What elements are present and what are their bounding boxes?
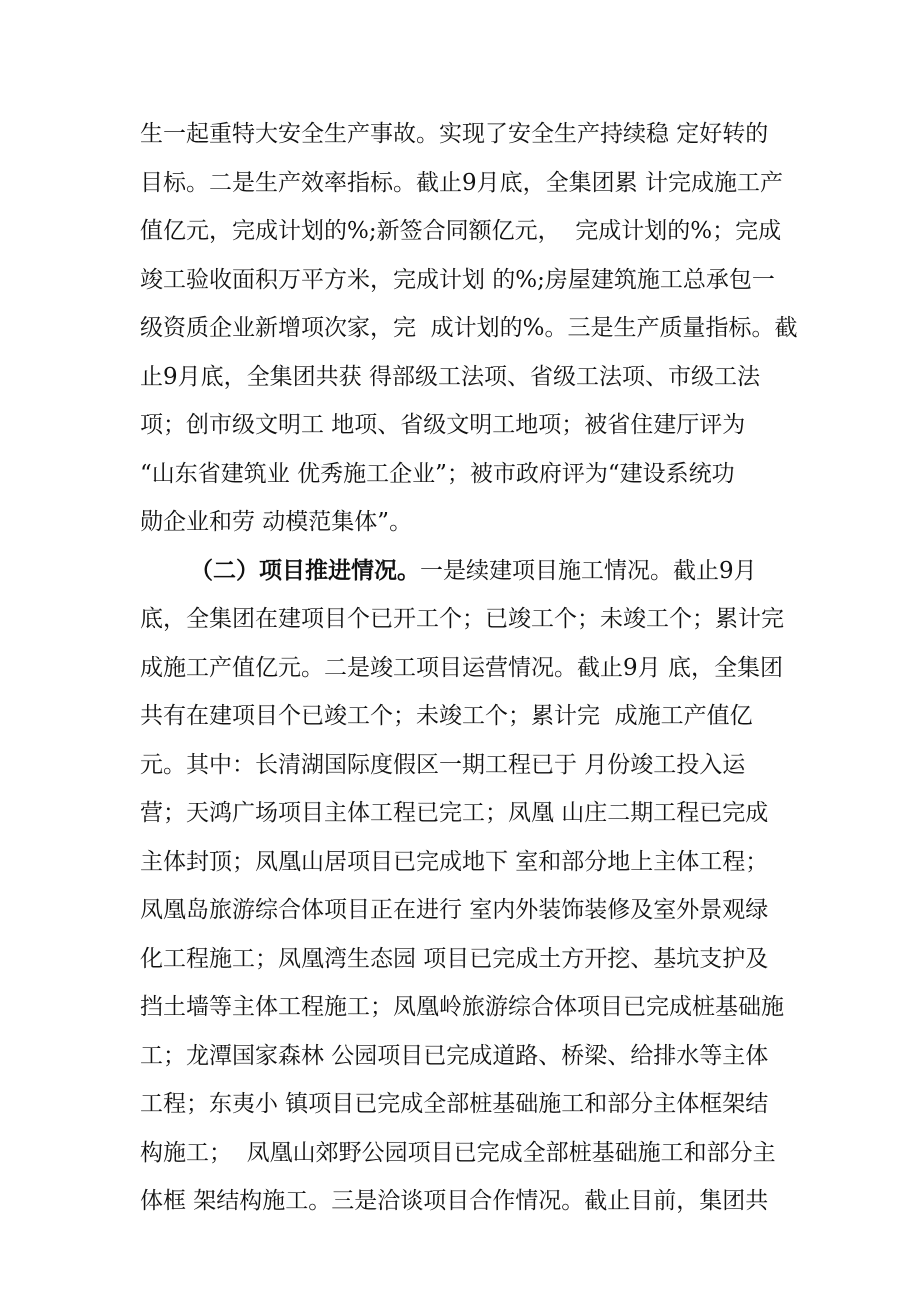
section-heading: （二）项目推进情况。 bbox=[190, 557, 420, 584]
paragraph-line: 凤凰岛旅游综合体项目正在进行 室内外装饰装修及室外景观绿 bbox=[140, 897, 769, 923]
paragraph-line: 营；天鸿广场项目主体工程已完工；凤凰 山庄二期工程已完成 bbox=[140, 800, 769, 826]
paragraph-line: 共有在建项目个已竣工个；未竣工个；累计完 成施工产值亿 bbox=[140, 703, 753, 729]
paragraph-line: 工；龙潭国家森林 公园项目已完成道路、桥梁、给排水等主体 bbox=[140, 1043, 769, 1069]
paragraph-line: 竣工验收面积万平方米，完成计划 的%;房屋建筑施工总承包一 bbox=[140, 267, 775, 293]
paragraph-line: 止9月底，全集团共获 得部级工法项、省级工法项、市级工法 bbox=[140, 364, 760, 390]
paragraph-line: 工程；东夷小 镇项目已完成全部桩基础施工和部分主体框架结 bbox=[140, 1091, 769, 1117]
paragraph-line: 底，全集团在建项目个已开工个；已竣工个；未竣工个；累计完 bbox=[140, 606, 784, 632]
paragraph-line: “山东省建筑业 优秀施工企业”；被市政府评为“建设系统功 bbox=[140, 461, 735, 487]
paragraph-line: 化工程施工；凤凰湾生态园 项目已完成土方开挖、基坑支护及 bbox=[140, 946, 769, 972]
paragraph-line: 生一起重特大安全生产事故。实现了安全生产持续稳 定好转的 bbox=[140, 121, 769, 147]
paragraph-line: 主体封顶；凤凰山居项目已完成地下 室和部分地上主体工程； bbox=[140, 849, 769, 875]
paragraph-line: 级资质企业新增项次家，完 成计划的%。三是生产质量指标。截 bbox=[140, 315, 798, 341]
section-heading-line bbox=[190, 551, 790, 591]
paragraph-line: 元。其中：长清湖国际度假区一期工程已于 月份竣工投入运 bbox=[140, 752, 746, 778]
paragraph-line: 项；创市级文明工 地项、省级文明工地项；被省住建厅评为 bbox=[140, 412, 746, 438]
paragraph-line: 体框 架结构施工。三是洽谈项目合作情况。截止目前，集团共 bbox=[140, 1188, 769, 1214]
section-heading-text: 一是续建项目施工情况。截止9月 bbox=[420, 558, 757, 584]
paragraph-line: 值亿元，完成计划的%;新签合同额亿元， 完成计划的%；完成 bbox=[140, 218, 782, 244]
paragraph-line: 构施工； 凤凰山郊野公园项目已完成全部桩基础施工和部分主 bbox=[140, 1140, 776, 1166]
paragraph-line: 目标。二是生产效率指标。截止9月底，全集团累 计完成施工产 bbox=[140, 170, 783, 196]
paragraph-line: 成施工产值亿元。二是竣工项目运营情况。截止9月 底，全集团 bbox=[140, 655, 783, 681]
paragraph-line: 勋企业和劳 动模范集体”。 bbox=[140, 509, 413, 535]
paragraph-line: 挡土墙等主体工程施工；凤凰岭旅游综合体项目已完成桩基础施 bbox=[140, 994, 784, 1020]
